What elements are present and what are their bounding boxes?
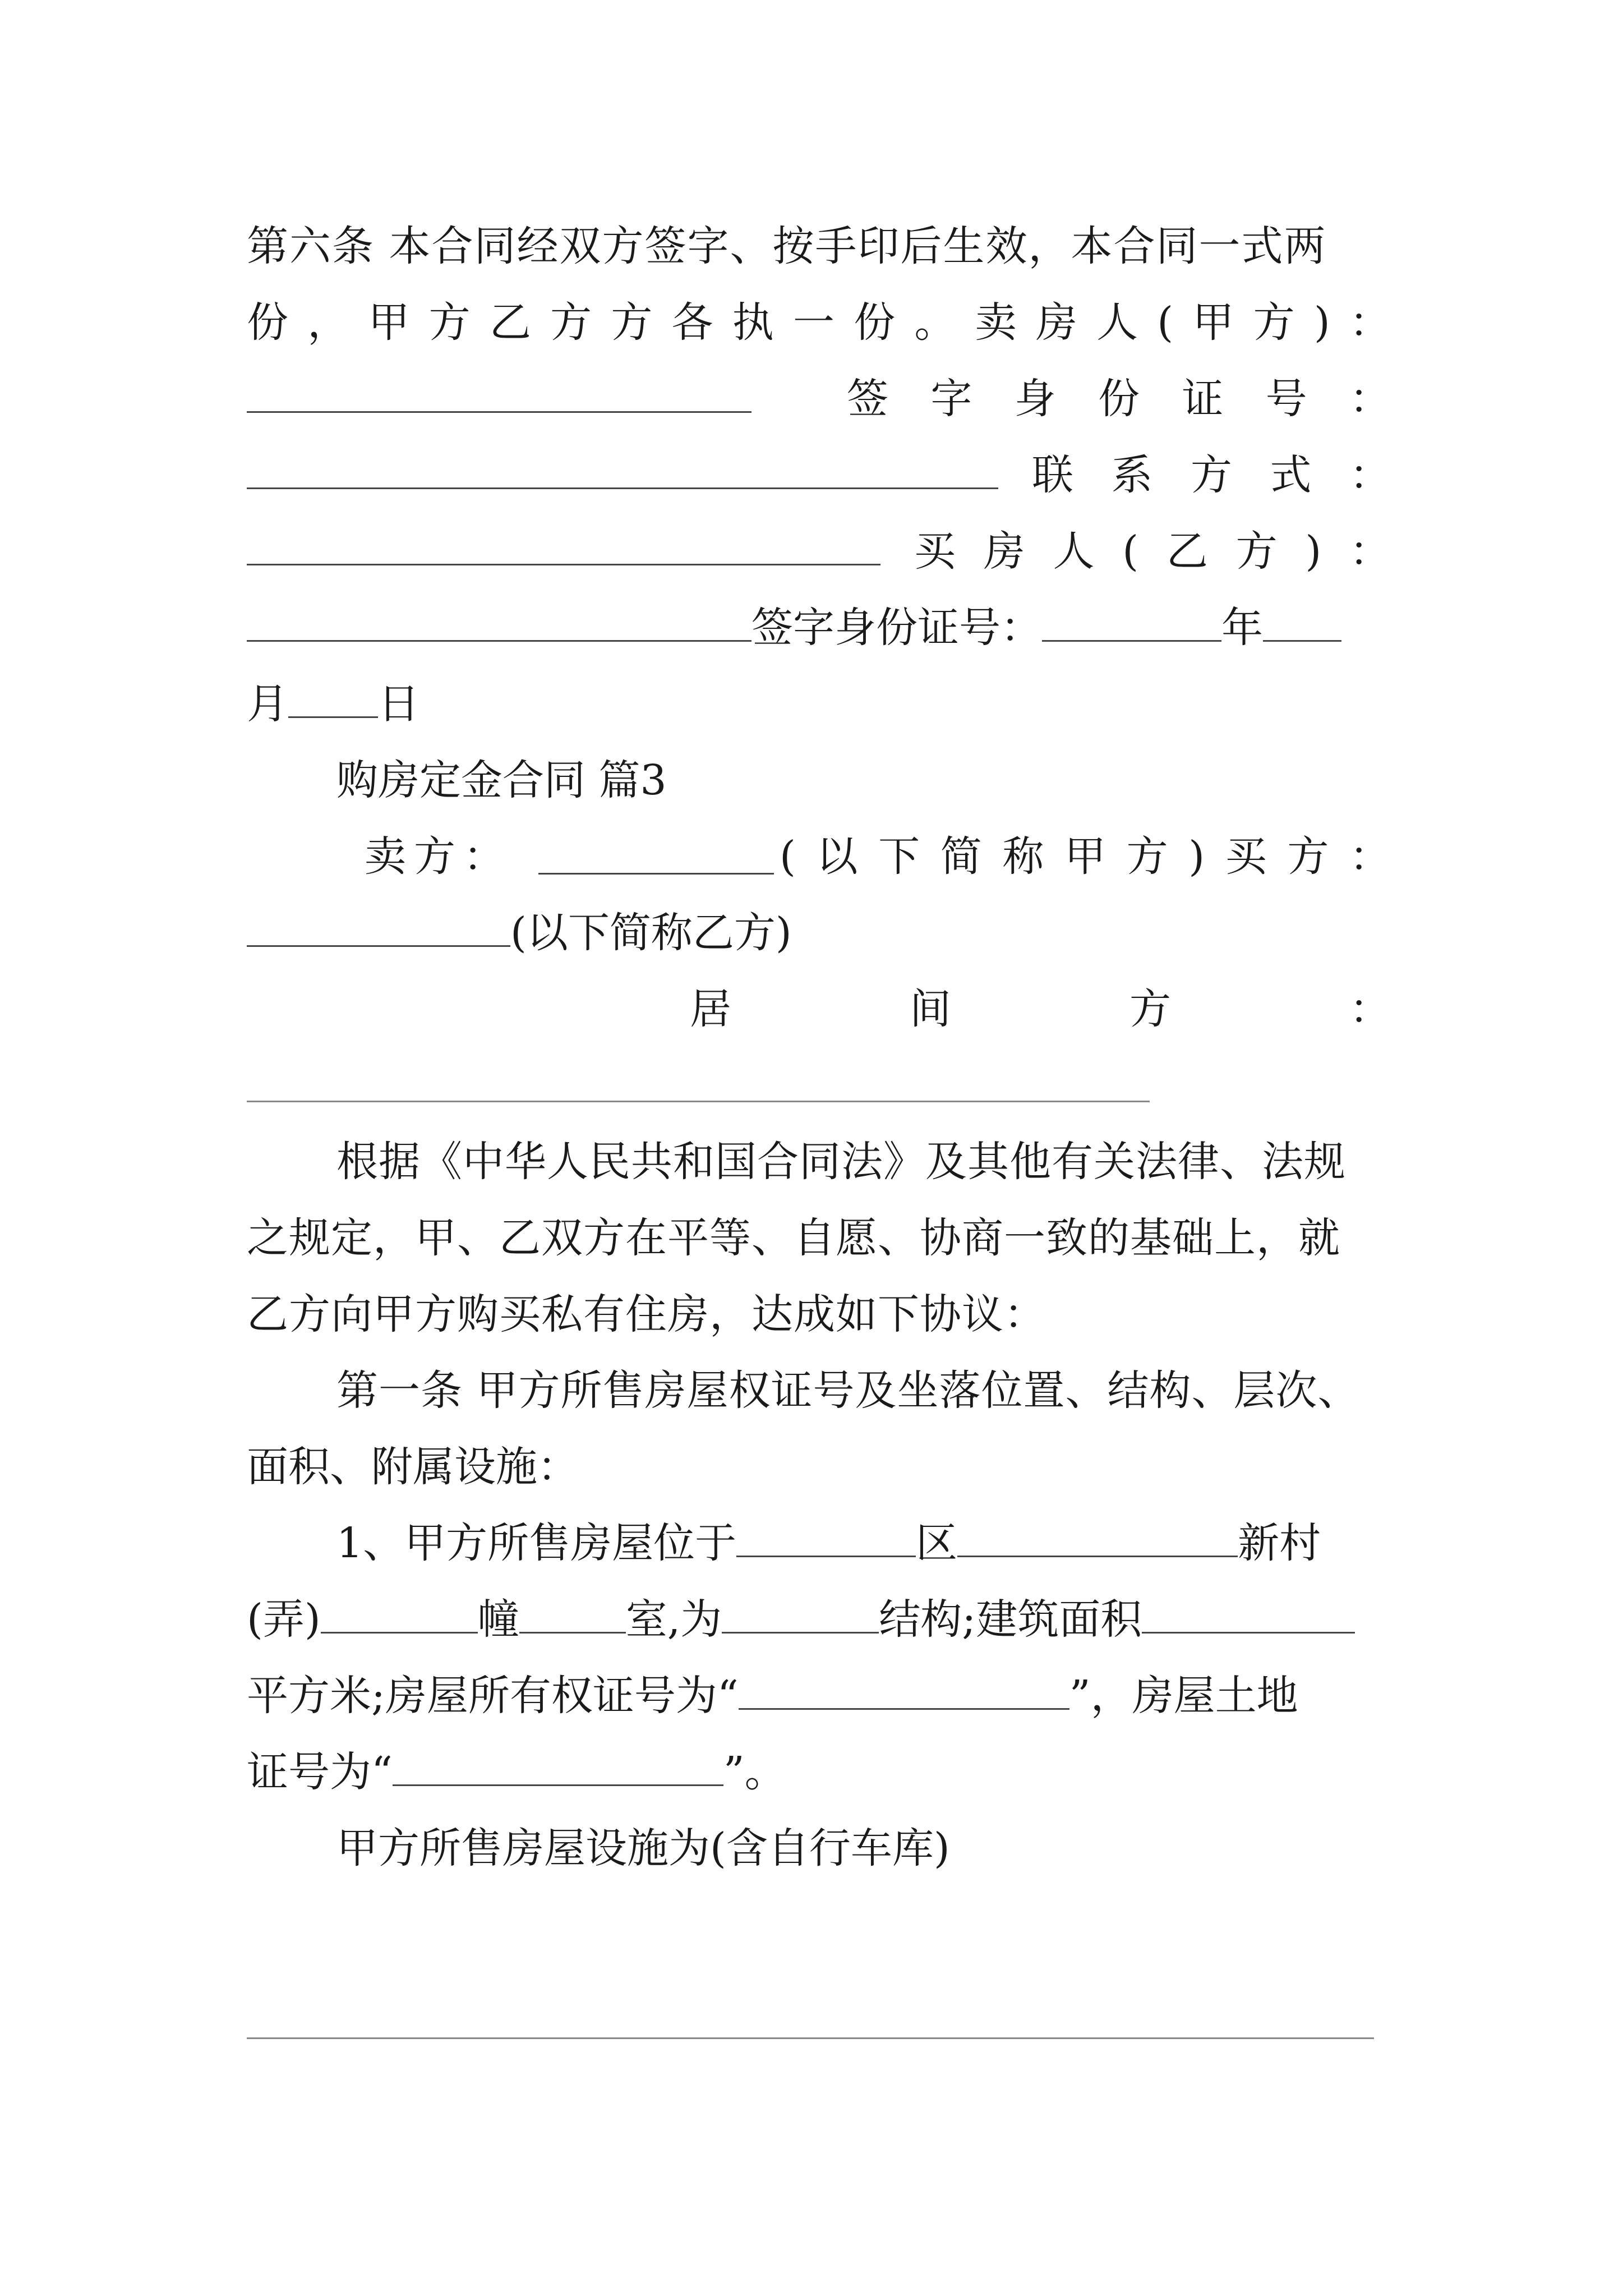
seller-label — [365, 818, 505, 895]
seller-note-char: ) — [1188, 832, 1205, 881]
item1-line3 — [247, 1657, 1391, 1734]
article6-line2-char: 方 — [550, 298, 592, 347]
article6-line2-char: ) — [1313, 298, 1330, 347]
article6-line2-char: ， — [307, 298, 349, 347]
facilities-blank-rule[interactable] — [247, 2037, 1374, 2039]
seller-label-char: ： — [463, 832, 505, 881]
contact-blank[interactable] — [247, 531, 880, 565]
item1-text-h: 平方米;房屋所有权证号为“ — [247, 1672, 739, 1720]
article6-line5 — [247, 513, 1391, 590]
seller-note-char: 甲 — [1064, 832, 1106, 881]
item1-line4 — [247, 1733, 1391, 1811]
seller-label-char: 方 — [414, 832, 455, 881]
seller-note-char: 简 — [940, 832, 982, 881]
structure-blank[interactable] — [722, 1599, 879, 1634]
article6-line2-char: 一 — [792, 298, 834, 347]
sign-id-label-char: 身 — [1014, 375, 1056, 423]
article6-line2 — [247, 284, 1391, 361]
district-blank[interactable] — [736, 1523, 916, 1557]
article6-line2-char: 份 — [247, 298, 288, 347]
item1-text-b: 区 — [916, 1519, 958, 1567]
agent-label-char: 间 — [910, 985, 951, 1033]
seller-note-char: 称 — [1002, 832, 1044, 881]
item1-text-c: 新村 — [1238, 1519, 1321, 1567]
building-blank[interactable] — [519, 1599, 626, 1634]
article6-line2-char: 执 — [732, 298, 774, 347]
seller-note-char: 买 — [1225, 832, 1267, 881]
item1-line2 — [247, 1581, 1391, 1658]
year-blank[interactable] — [1042, 608, 1221, 642]
intro-line2: 之规定，甲、乙双方在平等、自愿、协商一致的基础上，就 — [247, 1214, 1340, 1262]
month-blank-tail[interactable] — [1263, 608, 1341, 642]
seller-note-char: 方 — [1126, 832, 1168, 881]
contact-label — [1032, 436, 1391, 514]
agent-label-char: ： — [1349, 985, 1391, 1033]
lane-blank[interactable] — [321, 1599, 478, 1634]
sign-id-label-char: 号 — [1265, 375, 1307, 423]
sign-id-label-char: 签 — [847, 375, 888, 423]
contact-label-char: 式 — [1270, 451, 1312, 499]
article6-line1: 第六条 本合同经双方签字、按手印后生效，本合同一式两 — [247, 222, 1327, 270]
sign-id-label-2: 签字身份证号： — [751, 604, 1042, 652]
facilities-line: 甲方所售房屋设施为(含自行车库) — [336, 1824, 950, 1872]
section3-heading: 购房定金合同 篇3 — [336, 756, 667, 804]
year-label: 年 — [1221, 604, 1263, 652]
day-label: 日 — [378, 680, 419, 728]
article6-line2-char: 。 — [914, 298, 956, 347]
seller-signature-blank[interactable] — [247, 379, 751, 413]
buyer-signature-blank[interactable] — [247, 608, 751, 642]
seller-note-char: 以 — [816, 832, 858, 881]
contact-label-char: 系 — [1111, 451, 1153, 499]
article6-line2-char: 甲 — [368, 298, 410, 347]
item1-text-a: 1、甲方所售房屋位于 — [336, 1519, 737, 1567]
buyer-label-char: ) — [1305, 527, 1322, 576]
item1-text-f: 室,为 — [625, 1595, 722, 1644]
land-cert-blank[interactable] — [393, 1752, 723, 1786]
contact-label-char: ： — [1349, 451, 1391, 499]
article6-line2-char: ( — [1157, 298, 1174, 347]
buyer-label — [914, 513, 1391, 590]
sign-id-label-char: 字 — [930, 375, 972, 423]
item1-text-j: 证号为“ — [247, 1748, 393, 1796]
article6-line2-char: 方 — [1253, 298, 1295, 347]
agent-label — [690, 970, 1391, 1048]
property-cert-blank[interactable] — [739, 1676, 1069, 1710]
article6-line2-char: 卖 — [975, 298, 1017, 347]
article6-line2-char: 乙 — [489, 298, 531, 347]
item1-text-k: ”。 — [723, 1748, 786, 1796]
intro-line3: 乙方向甲方购买私有住房，达成如下协议： — [247, 1290, 1046, 1338]
agent-label-char: 居 — [690, 985, 731, 1033]
article6-line2-char: ： — [1349, 298, 1391, 347]
article1-line1: 第一条 甲方所售房屋权证号及坐落位置、结构、层次、 — [336, 1366, 1360, 1415]
article6-line7 — [247, 665, 1391, 743]
item1-text-e: 幢 — [477, 1595, 519, 1644]
article6-line2-char: 人 — [1096, 298, 1138, 347]
item1-line1 — [336, 1504, 1391, 1582]
buyer-label-char: ( — [1122, 527, 1139, 576]
seller-label-char: 卖 — [365, 832, 406, 881]
buyer-label-char: ： — [1349, 527, 1391, 576]
sign-id-label-char: ： — [1349, 375, 1391, 423]
sign-id-label — [847, 360, 1391, 438]
buyer-note: (以下简称乙方) — [510, 909, 792, 957]
seller-note — [780, 818, 1391, 895]
sign-id-label-char: 证 — [1182, 375, 1224, 423]
item1-text-d: (弄) — [247, 1595, 321, 1644]
article6-line6 — [247, 589, 1391, 666]
article6-line4 — [247, 436, 1391, 514]
sign-id-label-char: 份 — [1098, 375, 1140, 423]
section3-agent-line — [247, 970, 1391, 1048]
area-blank[interactable] — [1142, 1599, 1355, 1634]
article1-line2: 面积、附属设施： — [247, 1443, 579, 1491]
seller-note-char: 方 — [1287, 832, 1329, 881]
buyer-name-blank[interactable] — [247, 913, 510, 947]
buyer-label-char: 房 — [983, 527, 1025, 576]
section3-parties-line2 — [247, 894, 1391, 972]
id-number-blank[interactable] — [247, 455, 998, 489]
agent-blank-rule[interactable] — [247, 1101, 1150, 1102]
article6-line2-char: 甲 — [1192, 298, 1234, 347]
contact-label-char: 方 — [1191, 451, 1232, 499]
month-label: 月 — [247, 680, 288, 728]
seller-note-char: ： — [1349, 832, 1391, 881]
intro-line1: 根据《中华人民共和国合同法》及其他有关法律、法规 — [336, 1138, 1346, 1186]
article6-line2-char: 份 — [854, 298, 896, 347]
agent-label-char: 方 — [1129, 985, 1171, 1033]
seller-note-char: 下 — [878, 832, 920, 881]
buyer-label-char: 乙 — [1166, 527, 1208, 576]
village-blank[interactable] — [957, 1523, 1238, 1557]
article6-line2-char: 房 — [1035, 298, 1077, 347]
contact-label-char: 联 — [1032, 451, 1073, 499]
item1-text-g: 结构;建筑面积 — [879, 1595, 1142, 1644]
item1-text-i: ”，房屋土地 — [1069, 1672, 1298, 1720]
buyer-label-char: 方 — [1235, 527, 1278, 576]
section3-parties-line1 — [247, 818, 1391, 895]
buyer-label-char: 人 — [1053, 527, 1095, 576]
seller-name-blank[interactable] — [538, 840, 774, 875]
article6-line2-char: 方 — [611, 298, 653, 347]
article6-line3 — [247, 360, 1391, 438]
month-blank[interactable] — [288, 684, 378, 718]
article6-line2-char: 各 — [671, 298, 713, 347]
article6-line2-char: 方 — [428, 298, 471, 347]
buyer-label-char: 买 — [914, 527, 956, 576]
seller-note-char: ( — [780, 832, 796, 881]
